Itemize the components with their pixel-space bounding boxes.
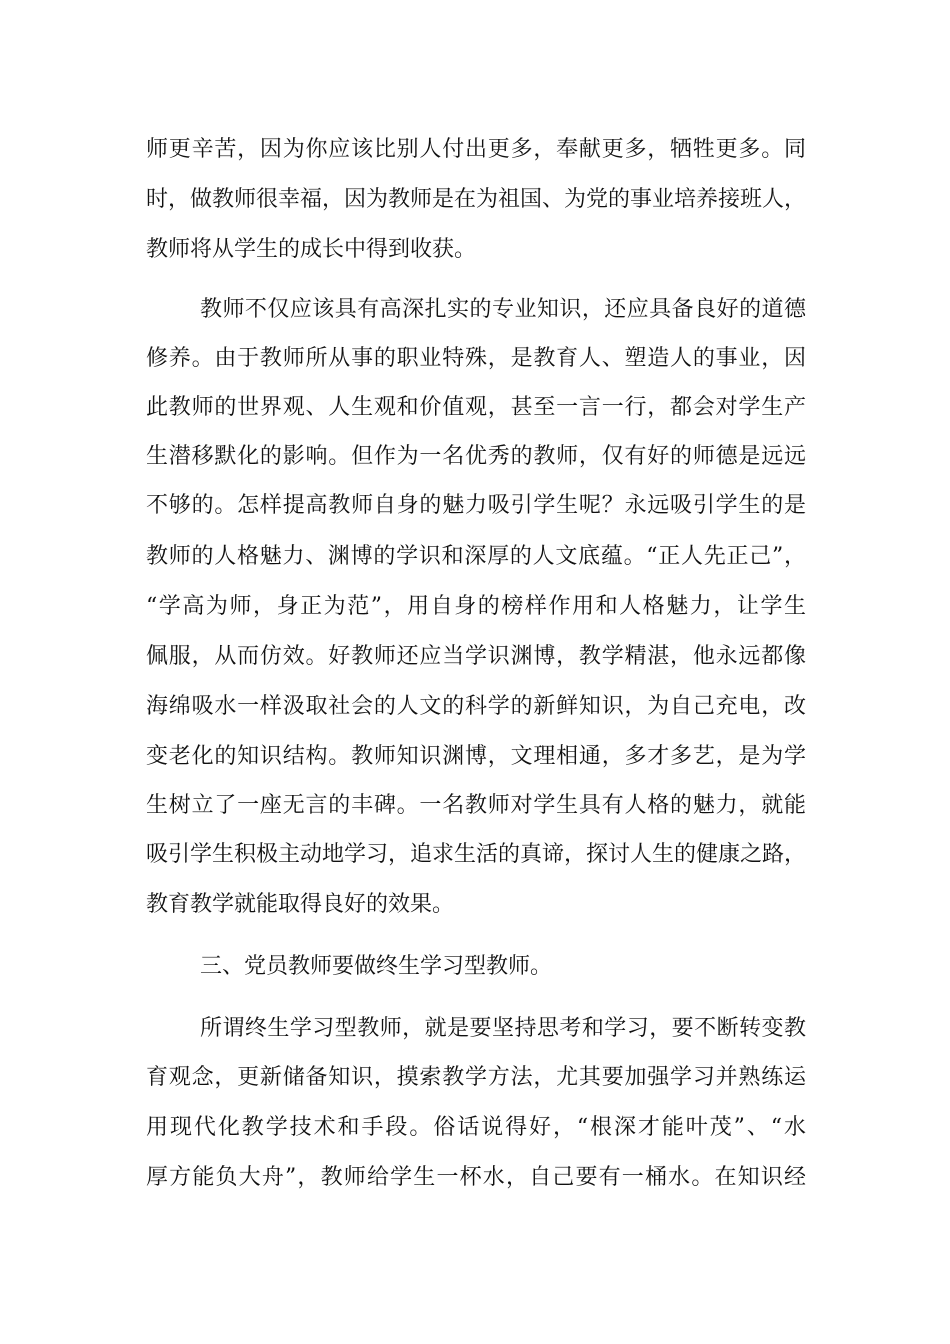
- text-line: 吸引学生积极主动地学习，追求生活的真谛，探讨人生的健康之路，: [146, 842, 806, 867]
- text-line: 修养。由于教师所从事的职业特殊，是教育人、塑造人的事业，因: [146, 346, 806, 371]
- text-line: 佩服，从而仿效。好教师还应当学识渊博，教学精湛，他永远都像: [146, 644, 806, 669]
- text-line: “学高为师，身正为范”，用自身的榜样作用和人格魅力，让学生: [146, 594, 806, 619]
- text-line: 育观念，更新储备知识，摸索教学方法，尤其要加强学习并熟练运: [146, 1065, 806, 1090]
- text-line: 生潜移默化的影响。但作为一名优秀的教师，仅有好的师德是远远: [146, 444, 806, 469]
- text-line: 生树立了一座无言的丰碑。一名教师对学生具有人格的魅力，就能: [146, 793, 806, 818]
- text-line: 时，做教师很幸福，因为教师是在为祖国、为党的事业培养接班人，: [146, 187, 806, 212]
- text-line: 海绵吸水一样汲取社会的人文的科学的新鲜知识，为自己充电，改: [146, 694, 806, 719]
- section-heading: 三、党员教师要做终生学习型教师。: [200, 954, 553, 979]
- text-line: 教师将从学生的成长中得到收获。: [146, 237, 477, 262]
- text-line: 所谓终生学习型教师，就是要坚持思考和学习，要不断转变教: [200, 1016, 806, 1041]
- text-line: 教育教学就能取得良好的效果。: [146, 892, 455, 917]
- text-line: 教师的人格魅力、渊博的学识和深厚的人文底蕴。“正人先正己”，: [146, 544, 806, 569]
- text-line: 用现代化教学技术和手段。俗话说得好，“根深才能叶茂”、“水: [146, 1115, 806, 1140]
- text-line: 师更辛苦，因为你应该比别人付出更多，奉献更多，牺牲更多。同: [146, 137, 806, 162]
- text-line: 变老化的知识结构。教师知识渊博，文理相通，多才多艺，是为学: [146, 744, 806, 769]
- text-line: 不够的。怎样提高教师自身的魅力吸引学生呢？永远吸引学生的是: [146, 493, 806, 518]
- text-line: 此教师的世界观、人生观和价值观，甚至一言一行，都会对学生产: [146, 395, 806, 420]
- text-line: 厚方能负大舟”，教师给学生一杯水，自己要有一桶水。在知识经: [146, 1165, 806, 1190]
- text-line: 教师不仅应该具有高深扎实的专业知识，还应具备良好的道德: [200, 297, 806, 322]
